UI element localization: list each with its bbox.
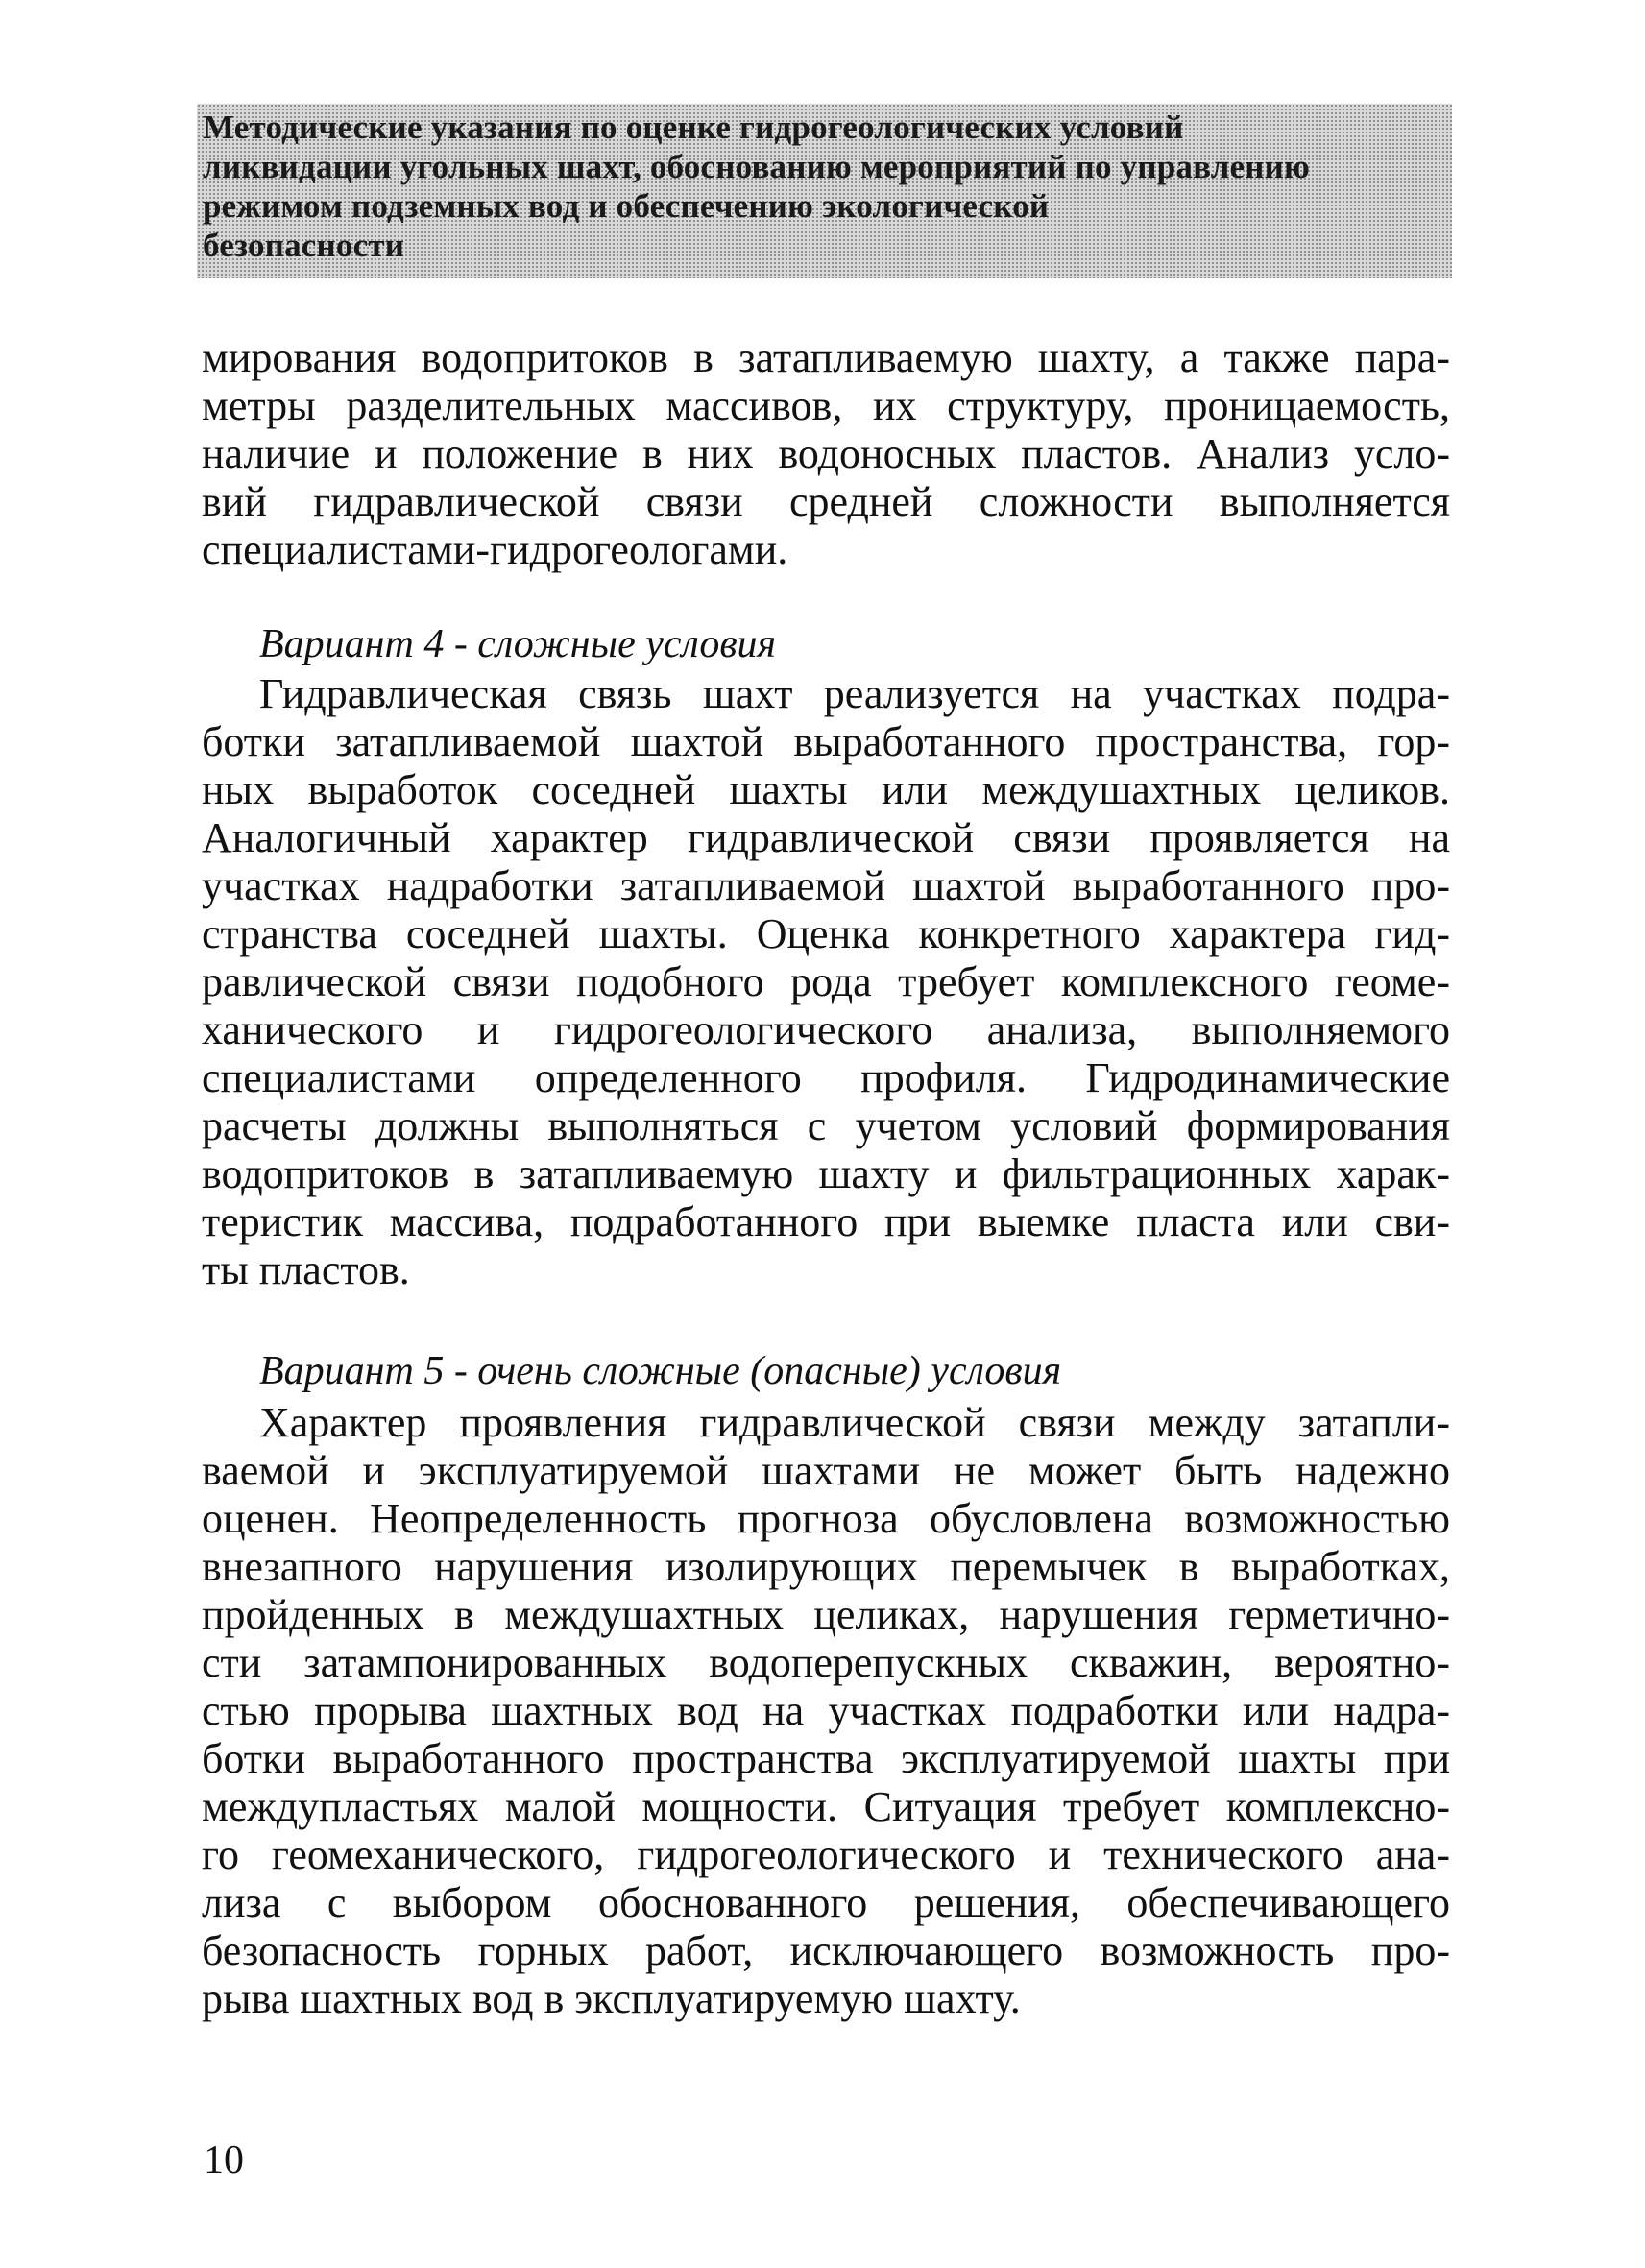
text-line: сти затампонированных водоперепускных скважин, вероятно- <box>202 1639 1450 1686</box>
text-line: стью прорыва шахтных вод на участках подработки или надра- <box>202 1687 1450 1734</box>
header-line: ликвидации угольных шахт, обоснованию мероприятий по управлению <box>203 148 1310 185</box>
page-number: 10 <box>204 2138 244 2183</box>
text-line: Аналогичный характер гидравлической связи проявляется на <box>202 814 1450 861</box>
text-line: ботки выработанного пространства эксплуатируемой шахты при <box>202 1735 1450 1782</box>
text-line: ты пластов. <box>202 1246 410 1293</box>
text-line: странства соседней шахты. Оценка конкретного характера гид- <box>202 910 1450 957</box>
text-line: ботки затапливаемой шахтой выработанного пространства, гор- <box>202 718 1450 765</box>
text-line: междупластьях малой мощности. Ситуация требует комплексно- <box>202 1783 1450 1830</box>
text-line: безопасность горных работ, исключающего возможность про- <box>202 1927 1450 1974</box>
text-line: внезапного нарушения изолирующих перемычек в выработках, <box>202 1543 1450 1590</box>
header-line: режимом подземных вод и обеспечению экологической <box>203 187 1050 225</box>
text-line: наличие и положение в них водоносных пластов. Анализ усло- <box>202 430 1450 477</box>
text-line: мирования водопритоков в затапливаемую шахту, а также пара- <box>202 334 1450 381</box>
text-line: оценен. Неопределенность прогноза обусловлена возможностью <box>202 1495 1450 1542</box>
running-header <box>197 104 1452 278</box>
variant-5-title: Вариант 5 - очень сложные (опасные) условия <box>259 1349 1062 1393</box>
text-line: го геомеханического, гидрогеологического и технического ана- <box>202 1831 1450 1878</box>
text-line: ханического и гидрогеологического анализа, выполняемого <box>202 1006 1450 1053</box>
text-line: участках надработки затапливаемой шахтой выработанного про- <box>202 862 1450 909</box>
text-line: ных выработок соседней шахты или междушахтных целиков. <box>202 766 1450 813</box>
text-line: ваемой и эксплуатируемой шахтами не может быть надежно <box>202 1447 1450 1494</box>
text-line: лиза с выбором обоснованного решения, обеспечивающего <box>202 1879 1450 1926</box>
text-line: водопритоков в затапливаемую шахту и фильтрационных харак- <box>202 1150 1450 1197</box>
variant-4-title: Вариант 4 - сложные условия <box>259 622 777 666</box>
text-line: равлической связи подобного рода требует комплексного геоме- <box>202 958 1450 1005</box>
text-line: Характер проявления гидравлической связи между затапли- <box>259 1399 1450 1446</box>
text-line: метры разделительных массивов, их структуру, проницаемость, <box>202 382 1450 429</box>
text-line: расчеты должны выполняться с учетом условий формирования <box>202 1102 1450 1149</box>
text-line: теристик массива, подработанного при выемке пласта или сви- <box>202 1198 1450 1245</box>
header-line: Методические указания по оценке гидрогеологических условий <box>203 109 1184 146</box>
variant-5-paragraph <box>202 1399 1450 2023</box>
variant-4-paragraph <box>202 670 1450 1294</box>
intro-paragraph <box>202 334 1450 574</box>
header-line: безопасности <box>203 227 405 264</box>
text-line: вий гидравлической связи средней сложности выполняется <box>202 478 1450 525</box>
text-line: Гидравлическая связь шахт реализуется на участках подра- <box>259 670 1450 717</box>
text-line: рыва шахтных вод в эксплуатируемую шахту. <box>202 1975 1021 2022</box>
text-line: пройденных в междушахтных целиках, нарушения герметично- <box>202 1591 1450 1638</box>
text-line: специалистами определенного профиля. Гидродинамические <box>202 1054 1450 1101</box>
text-line: специалистами-гидрогеологами. <box>202 526 788 573</box>
